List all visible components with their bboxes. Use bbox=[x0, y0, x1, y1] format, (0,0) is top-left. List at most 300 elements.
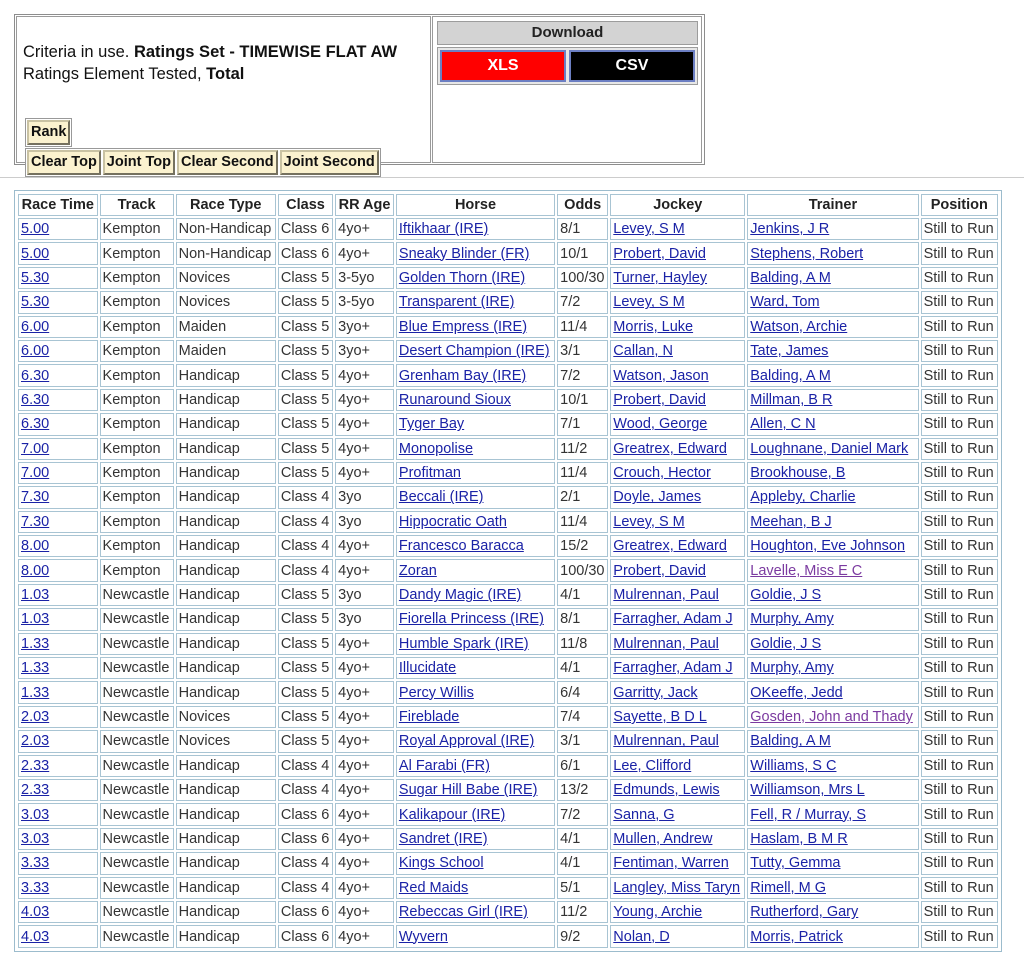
race-time-link[interactable]: 5.30 bbox=[18, 267, 98, 289]
trainer-link[interactable]: Fell, R / Murray, S bbox=[747, 803, 918, 825]
trainer-link[interactable]: Rimell, M G bbox=[747, 877, 918, 899]
rr-age-cell: 4yo+ bbox=[335, 681, 394, 703]
table-row bbox=[18, 828, 998, 850]
class-cell: Class 6 bbox=[278, 925, 333, 947]
csv-download-button[interactable]: CSV bbox=[569, 50, 695, 82]
jockey-link[interactable]: Probert, David bbox=[610, 242, 745, 264]
odds-cell: 15/2 bbox=[557, 535, 608, 557]
table-row bbox=[18, 438, 998, 460]
trainer-link[interactable]: Balding, A M bbox=[747, 267, 918, 289]
table-row bbox=[18, 584, 998, 606]
horse-link[interactable]: Kings School bbox=[396, 852, 555, 874]
jockey-link[interactable]: Wood, George bbox=[610, 413, 745, 435]
class-cell: Class 5 bbox=[278, 706, 333, 728]
class-cell: Class 5 bbox=[278, 389, 333, 411]
trainer-link[interactable]: Balding, A M bbox=[747, 364, 918, 386]
track-cell: Kempton bbox=[100, 291, 174, 313]
odds-cell: 4/1 bbox=[557, 657, 608, 679]
odds-cell: 11/2 bbox=[557, 438, 608, 460]
track-cell: Newcastle bbox=[100, 877, 174, 899]
odds-cell: 7/4 bbox=[557, 706, 608, 728]
position-cell: Still to Run bbox=[921, 584, 998, 606]
race-type-cell: Handicap bbox=[176, 828, 276, 850]
race-type-cell: Handicap bbox=[176, 755, 276, 777]
race-type-cell: Handicap bbox=[176, 486, 276, 508]
track-cell: Kempton bbox=[100, 511, 174, 533]
table-row bbox=[18, 364, 998, 386]
race-time-link[interactable]: 3.03 bbox=[18, 828, 98, 850]
trainer-link[interactable]: Rutherford, Gary bbox=[747, 901, 918, 923]
class-cell: Class 6 bbox=[278, 218, 333, 240]
jockey-link[interactable]: Farragher, Adam J bbox=[610, 657, 745, 679]
jockey-link[interactable]: Morris, Luke bbox=[610, 316, 745, 338]
rank-button[interactable]: Rank bbox=[27, 120, 70, 145]
class-cell: Class 4 bbox=[278, 779, 333, 801]
table-row bbox=[18, 657, 998, 679]
class-cell: Class 5 bbox=[278, 608, 333, 630]
horse-link[interactable]: Golden Thorn (IRE) bbox=[396, 267, 555, 289]
race-type-cell: Handicap bbox=[176, 779, 276, 801]
class-cell: Class 5 bbox=[278, 413, 333, 435]
horse-link[interactable]: Percy Willis bbox=[396, 681, 555, 703]
position-cell: Still to Run bbox=[921, 535, 998, 557]
horse-link[interactable]: Grenham Bay (IRE) bbox=[396, 364, 555, 386]
position-cell: Still to Run bbox=[921, 828, 998, 850]
track-cell: Kempton bbox=[100, 340, 174, 362]
position-cell: Still to Run bbox=[921, 364, 998, 386]
horse-link[interactable]: Royal Approval (IRE) bbox=[396, 730, 555, 752]
xls-download-button[interactable]: XLS bbox=[440, 50, 566, 82]
race-type-cell: Novices bbox=[176, 291, 276, 313]
jockey-link[interactable]: Edmunds, Lewis bbox=[610, 779, 745, 801]
table-row bbox=[18, 340, 998, 362]
filter-button-group bbox=[25, 148, 381, 177]
class-cell: Class 5 bbox=[278, 291, 333, 313]
trainer-link[interactable]: Jenkins, J R bbox=[747, 218, 918, 240]
rr-age-cell: 3yo bbox=[335, 584, 394, 606]
rr-age-cell: 4yo+ bbox=[335, 364, 394, 386]
class-cell: Class 5 bbox=[278, 267, 333, 289]
class-cell: Class 5 bbox=[278, 438, 333, 460]
rr-age-cell: 4yo+ bbox=[335, 755, 394, 777]
trainer-link[interactable]: Millman, B R bbox=[747, 389, 918, 411]
download-title: Download bbox=[437, 21, 698, 45]
race-type-cell: Handicap bbox=[176, 364, 276, 386]
track-cell: Newcastle bbox=[100, 755, 174, 777]
jockey-link[interactable]: Greatrex, Edward bbox=[610, 535, 745, 557]
horizontal-divider bbox=[0, 177, 1024, 178]
horse-link[interactable]: Dandy Magic (IRE) bbox=[396, 584, 555, 606]
horse-link[interactable]: Profitman bbox=[396, 462, 555, 484]
horse-link[interactable]: Tyger Bay bbox=[396, 413, 555, 435]
horse-link[interactable]: Desert Champion (IRE) bbox=[396, 340, 555, 362]
class-cell: Class 5 bbox=[278, 584, 333, 606]
trainer-link[interactable]: Lavelle, Miss E C bbox=[747, 559, 918, 581]
race-time-link[interactable]: 1.33 bbox=[18, 657, 98, 679]
results-table-container bbox=[14, 190, 1002, 952]
race-type-cell: Handicap bbox=[176, 462, 276, 484]
trainer-link[interactable]: Gosden, John and Thady bbox=[747, 706, 918, 728]
horse-link[interactable]: Blue Empress (IRE) bbox=[396, 316, 555, 338]
download-buttons bbox=[437, 47, 698, 85]
jockey-link[interactable]: Mulrennan, Paul bbox=[610, 584, 745, 606]
position-cell: Still to Run bbox=[921, 852, 998, 874]
odds-cell: 4/1 bbox=[557, 828, 608, 850]
odds-cell: 7/2 bbox=[557, 803, 608, 825]
race-time-link[interactable]: 3.33 bbox=[18, 852, 98, 874]
table-row bbox=[18, 852, 998, 874]
column-header-odds: Odds bbox=[557, 194, 608, 216]
class-cell: Class 5 bbox=[278, 730, 333, 752]
position-cell: Still to Run bbox=[921, 242, 998, 264]
race-time-link[interactable]: 2.03 bbox=[18, 706, 98, 728]
top-panel bbox=[14, 14, 705, 170]
jockey-link[interactable]: Sanna, G bbox=[610, 803, 745, 825]
race-time-link[interactable]: 8.00 bbox=[18, 535, 98, 557]
horse-link[interactable]: Monopolise bbox=[396, 438, 555, 460]
jockey-link[interactable]: Watson, Jason bbox=[610, 364, 745, 386]
race-time-link[interactable]: 6.00 bbox=[18, 340, 98, 362]
odds-cell: 3/1 bbox=[557, 340, 608, 362]
class-cell: Class 4 bbox=[278, 852, 333, 874]
track-cell: Newcastle bbox=[100, 925, 174, 947]
trainer-link[interactable]: Brookhouse, B bbox=[747, 462, 918, 484]
position-cell: Still to Run bbox=[921, 608, 998, 630]
race-time-link[interactable]: 3.03 bbox=[18, 803, 98, 825]
table-row bbox=[18, 925, 998, 947]
jockey-link[interactable]: Greatrex, Edward bbox=[610, 438, 745, 460]
trainer-link[interactable]: Stephens, Robert bbox=[747, 242, 918, 264]
table-row bbox=[18, 389, 998, 411]
odds-cell: 11/4 bbox=[557, 316, 608, 338]
race-time-link[interactable]: 2.33 bbox=[18, 779, 98, 801]
trainer-link[interactable]: Morris, Patrick bbox=[747, 925, 918, 947]
table-row bbox=[18, 462, 998, 484]
criteria-line2-prefix: Ratings Element Tested, bbox=[23, 65, 202, 83]
criteria-line1-prefix: Criteria in use. bbox=[23, 43, 130, 61]
race-type-cell: Maiden bbox=[176, 316, 276, 338]
horse-link[interactable]: Wyvern bbox=[396, 925, 555, 947]
race-type-cell: Handicap bbox=[176, 633, 276, 655]
trainer-link[interactable]: Allen, C N bbox=[747, 413, 918, 435]
race-type-cell: Handicap bbox=[176, 608, 276, 630]
track-cell: Kempton bbox=[100, 267, 174, 289]
rr-age-cell: 3yo+ bbox=[335, 316, 394, 338]
track-cell: Kempton bbox=[100, 413, 174, 435]
track-cell: Newcastle bbox=[100, 681, 174, 703]
jockey-link[interactable]: Probert, David bbox=[610, 389, 745, 411]
rr-age-cell: 4yo+ bbox=[335, 633, 394, 655]
jockey-link[interactable]: Farragher, Adam J bbox=[610, 608, 745, 630]
position-cell: Still to Run bbox=[921, 462, 998, 484]
odds-cell: 6/1 bbox=[557, 755, 608, 777]
trainer-link[interactable]: Williams, S C bbox=[747, 755, 918, 777]
trainer-link[interactable]: Goldie, J S bbox=[747, 633, 918, 655]
rr-age-cell: 4yo+ bbox=[335, 779, 394, 801]
track-cell: Newcastle bbox=[100, 657, 174, 679]
race-time-link[interactable]: 2.03 bbox=[18, 730, 98, 752]
trainer-link[interactable]: Ward, Tom bbox=[747, 291, 918, 313]
race-type-cell: Handicap bbox=[176, 803, 276, 825]
jockey-link[interactable]: Probert, David bbox=[610, 559, 745, 581]
class-cell: Class 5 bbox=[278, 316, 333, 338]
jockey-link[interactable]: Young, Archie bbox=[610, 901, 745, 923]
rr-age-cell: 4yo+ bbox=[335, 803, 394, 825]
jockey-link[interactable]: Mulrennan, Paul bbox=[610, 633, 745, 655]
track-cell: Kempton bbox=[100, 364, 174, 386]
track-cell: Kempton bbox=[100, 218, 174, 240]
position-cell: Still to Run bbox=[921, 681, 998, 703]
table-row bbox=[18, 877, 998, 899]
rr-age-cell: 4yo+ bbox=[335, 877, 394, 899]
horse-link[interactable]: Sandret (IRE) bbox=[396, 828, 555, 850]
race-type-cell: Non-Handicap bbox=[176, 218, 276, 240]
column-header-rr-age: RR Age bbox=[335, 194, 394, 216]
jockey-link[interactable]: Mulrennan, Paul bbox=[610, 730, 745, 752]
odds-cell: 8/1 bbox=[557, 218, 608, 240]
jockey-link[interactable]: Doyle, James bbox=[610, 486, 745, 508]
table-row bbox=[18, 608, 998, 630]
rr-age-cell: 4yo+ bbox=[335, 438, 394, 460]
track-cell: Newcastle bbox=[100, 633, 174, 655]
class-cell: Class 4 bbox=[278, 535, 333, 557]
trainer-link[interactable]: Goldie, J S bbox=[747, 584, 918, 606]
race-time-link[interactable]: 7.30 bbox=[18, 486, 98, 508]
track-cell: Kempton bbox=[100, 535, 174, 557]
race-type-cell: Handicap bbox=[176, 901, 276, 923]
race-time-link[interactable]: 8.00 bbox=[18, 559, 98, 581]
odds-cell: 11/8 bbox=[557, 633, 608, 655]
race-time-link[interactable]: 7.30 bbox=[18, 511, 98, 533]
race-time-link[interactable]: 6.30 bbox=[18, 389, 98, 411]
odds-cell: 100/30 bbox=[557, 559, 608, 581]
position-cell: Still to Run bbox=[921, 779, 998, 801]
race-type-cell: Handicap bbox=[176, 535, 276, 557]
position-cell: Still to Run bbox=[921, 389, 998, 411]
joint-top-button[interactable]: Joint Top bbox=[103, 150, 175, 175]
horse-link[interactable]: Hippocratic Oath bbox=[396, 511, 555, 533]
horse-link[interactable]: Illucidate bbox=[396, 657, 555, 679]
race-time-link[interactable]: 7.00 bbox=[18, 438, 98, 460]
horse-link[interactable]: Fiorella Princess (IRE) bbox=[396, 608, 555, 630]
race-type-cell: Handicap bbox=[176, 438, 276, 460]
position-cell: Still to Run bbox=[921, 901, 998, 923]
horse-link[interactable]: Runaround Sioux bbox=[396, 389, 555, 411]
odds-cell: 7/2 bbox=[557, 291, 608, 313]
jockey-link[interactable]: Mullen, Andrew bbox=[610, 828, 745, 850]
race-time-link[interactable]: 1.33 bbox=[18, 681, 98, 703]
position-cell: Still to Run bbox=[921, 925, 998, 947]
race-time-link[interactable]: 4.03 bbox=[18, 925, 98, 947]
position-cell: Still to Run bbox=[921, 218, 998, 240]
race-time-link[interactable]: 6.30 bbox=[18, 413, 98, 435]
horse-link[interactable]: Kalikapour (IRE) bbox=[396, 803, 555, 825]
trainer-link[interactable]: Murphy, Amy bbox=[747, 608, 918, 630]
track-cell: Kempton bbox=[100, 438, 174, 460]
column-header-track: Track bbox=[100, 194, 174, 216]
download-box bbox=[432, 16, 702, 163]
criteria-box bbox=[16, 16, 431, 170]
race-type-cell: Handicap bbox=[176, 925, 276, 947]
race-time-link[interactable]: 1.03 bbox=[18, 608, 98, 630]
criteria-text bbox=[23, 41, 397, 85]
race-type-cell: Handicap bbox=[176, 657, 276, 679]
race-time-link[interactable]: 3.33 bbox=[18, 877, 98, 899]
odds-cell: 4/1 bbox=[557, 584, 608, 606]
table-row bbox=[18, 413, 998, 435]
jockey-link[interactable]: Langley, Miss Taryn bbox=[610, 877, 745, 899]
race-time-link[interactable]: 5.00 bbox=[18, 242, 98, 264]
jockey-link[interactable]: Fentiman, Warren bbox=[610, 852, 745, 874]
class-cell: Class 5 bbox=[278, 340, 333, 362]
race-type-cell: Handicap bbox=[176, 852, 276, 874]
race-time-link[interactable]: 1.03 bbox=[18, 584, 98, 606]
horse-link[interactable]: Al Farabi (FR) bbox=[396, 755, 555, 777]
race-time-link[interactable]: 5.30 bbox=[18, 291, 98, 313]
table-row bbox=[18, 218, 998, 240]
jockey-link[interactable]: Garritty, Jack bbox=[610, 681, 745, 703]
trainer-link[interactable]: OKeeffe, Jedd bbox=[747, 681, 918, 703]
race-type-cell: Novices bbox=[176, 267, 276, 289]
horse-link[interactable]: Red Maids bbox=[396, 877, 555, 899]
track-cell: Newcastle bbox=[100, 852, 174, 874]
class-cell: Class 5 bbox=[278, 462, 333, 484]
table-row bbox=[18, 559, 998, 581]
race-type-cell: Handicap bbox=[176, 511, 276, 533]
race-type-cell: Handicap bbox=[176, 389, 276, 411]
race-type-cell: Handicap bbox=[176, 559, 276, 581]
position-cell: Still to Run bbox=[921, 486, 998, 508]
horse-link[interactable]: Sugar Hill Babe (IRE) bbox=[396, 779, 555, 801]
table-row bbox=[18, 316, 998, 338]
horse-link[interactable]: Transparent (IRE) bbox=[396, 291, 555, 313]
trainer-link[interactable]: Loughnane, Daniel Mark bbox=[747, 438, 918, 460]
odds-cell: 7/1 bbox=[557, 413, 608, 435]
race-type-cell: Handicap bbox=[176, 413, 276, 435]
race-time-link[interactable]: 5.00 bbox=[18, 218, 98, 240]
trainer-link[interactable]: Williamson, Mrs L bbox=[747, 779, 918, 801]
race-time-link[interactable]: 6.30 bbox=[18, 364, 98, 386]
trainer-link[interactable]: Haslam, B M R bbox=[747, 828, 918, 850]
class-cell: Class 6 bbox=[278, 901, 333, 923]
joint-second-button[interactable]: Joint Second bbox=[280, 150, 379, 175]
class-cell: Class 6 bbox=[278, 242, 333, 264]
track-cell: Newcastle bbox=[100, 828, 174, 850]
table-row bbox=[18, 755, 998, 777]
trainer-link[interactable]: Meehan, B J bbox=[747, 511, 918, 533]
odds-cell: 11/2 bbox=[557, 901, 608, 923]
trainer-link[interactable]: Balding, A M bbox=[747, 730, 918, 752]
trainer-link[interactable]: Watson, Archie bbox=[747, 316, 918, 338]
position-cell: Still to Run bbox=[921, 413, 998, 435]
horse-link[interactable]: Beccali (IRE) bbox=[396, 486, 555, 508]
trainer-link[interactable]: Murphy, Amy bbox=[747, 657, 918, 679]
column-header-horse: Horse bbox=[396, 194, 555, 216]
horse-link[interactable]: Humble Spark (IRE) bbox=[396, 633, 555, 655]
results-table bbox=[16, 192, 1000, 950]
race-type-cell: Handicap bbox=[176, 877, 276, 899]
jockey-link[interactable]: Levey, S M bbox=[610, 218, 745, 240]
column-header-race-type: Race Type bbox=[176, 194, 276, 216]
trainer-link[interactable]: Tate, James bbox=[747, 340, 918, 362]
race-type-cell: Maiden bbox=[176, 340, 276, 362]
jockey-link[interactable]: Turner, Hayley bbox=[610, 267, 745, 289]
table-row bbox=[18, 242, 998, 264]
track-cell: Newcastle bbox=[100, 584, 174, 606]
horse-link[interactable]: Iftikhaar (IRE) bbox=[396, 218, 555, 240]
table-row bbox=[18, 535, 998, 557]
jockey-link[interactable]: Nolan, D bbox=[610, 925, 745, 947]
race-type-cell: Handicap bbox=[176, 681, 276, 703]
jockey-link[interactable]: Levey, S M bbox=[610, 291, 745, 313]
horse-link[interactable]: Zoran bbox=[396, 559, 555, 581]
rr-age-cell: 4yo+ bbox=[335, 706, 394, 728]
clear-top-button[interactable]: Clear Top bbox=[27, 150, 101, 175]
track-cell: Newcastle bbox=[100, 730, 174, 752]
trainer-link[interactable]: Tutty, Gemma bbox=[747, 852, 918, 874]
odds-cell: 100/30 bbox=[557, 267, 608, 289]
position-cell: Still to Run bbox=[921, 706, 998, 728]
position-cell: Still to Run bbox=[921, 803, 998, 825]
horse-link[interactable]: Rebeccas Girl (IRE) bbox=[396, 901, 555, 923]
race-type-cell: Handicap bbox=[176, 584, 276, 606]
ratings-element-value: Total bbox=[206, 65, 245, 83]
track-cell: Newcastle bbox=[100, 779, 174, 801]
jockey-link[interactable]: Sayette, B D L bbox=[610, 706, 745, 728]
jockey-link[interactable]: Callan, N bbox=[610, 340, 745, 362]
trainer-link[interactable]: Houghton, Eve Johnson bbox=[747, 535, 918, 557]
race-time-link[interactable]: 4.03 bbox=[18, 901, 98, 923]
odds-cell: 3/1 bbox=[557, 730, 608, 752]
track-cell: Newcastle bbox=[100, 706, 174, 728]
horse-link[interactable]: Fireblade bbox=[396, 706, 555, 728]
class-cell: Class 4 bbox=[278, 486, 333, 508]
class-cell: Class 6 bbox=[278, 803, 333, 825]
horse-link[interactable]: Francesco Baracca bbox=[396, 535, 555, 557]
table-body bbox=[18, 218, 998, 948]
rr-age-cell: 4yo+ bbox=[335, 389, 394, 411]
clear-second-button[interactable]: Clear Second bbox=[177, 150, 278, 175]
track-cell: Kempton bbox=[100, 559, 174, 581]
rr-age-cell: 4yo+ bbox=[335, 559, 394, 581]
race-type-cell: Novices bbox=[176, 706, 276, 728]
race-time-link[interactable]: 1.33 bbox=[18, 633, 98, 655]
track-cell: Kempton bbox=[100, 389, 174, 411]
rr-age-cell: 4yo+ bbox=[335, 828, 394, 850]
odds-cell: 11/4 bbox=[557, 462, 608, 484]
rank-button-group bbox=[25, 118, 72, 147]
race-time-link[interactable]: 6.00 bbox=[18, 316, 98, 338]
table-row bbox=[18, 681, 998, 703]
horse-link[interactable]: Sneaky Blinder (FR) bbox=[396, 242, 555, 264]
rr-age-cell: 3yo bbox=[335, 608, 394, 630]
race-type-cell: Novices bbox=[176, 730, 276, 752]
class-cell: Class 4 bbox=[278, 559, 333, 581]
rr-age-cell: 4yo+ bbox=[335, 852, 394, 874]
rr-age-cell: 4yo+ bbox=[335, 730, 394, 752]
jockey-link[interactable]: Levey, S M bbox=[610, 511, 745, 533]
rr-age-cell: 4yo+ bbox=[335, 901, 394, 923]
odds-cell: 6/4 bbox=[557, 681, 608, 703]
race-time-link[interactable]: 2.33 bbox=[18, 755, 98, 777]
rr-age-cell: 3yo+ bbox=[335, 340, 394, 362]
jockey-link[interactable]: Lee, Clifford bbox=[610, 755, 745, 777]
column-header-jockey: Jockey bbox=[610, 194, 745, 216]
trainer-link[interactable]: Appleby, Charlie bbox=[747, 486, 918, 508]
class-cell: Class 5 bbox=[278, 657, 333, 679]
race-time-link[interactable]: 7.00 bbox=[18, 462, 98, 484]
jockey-link[interactable]: Crouch, Hector bbox=[610, 462, 745, 484]
